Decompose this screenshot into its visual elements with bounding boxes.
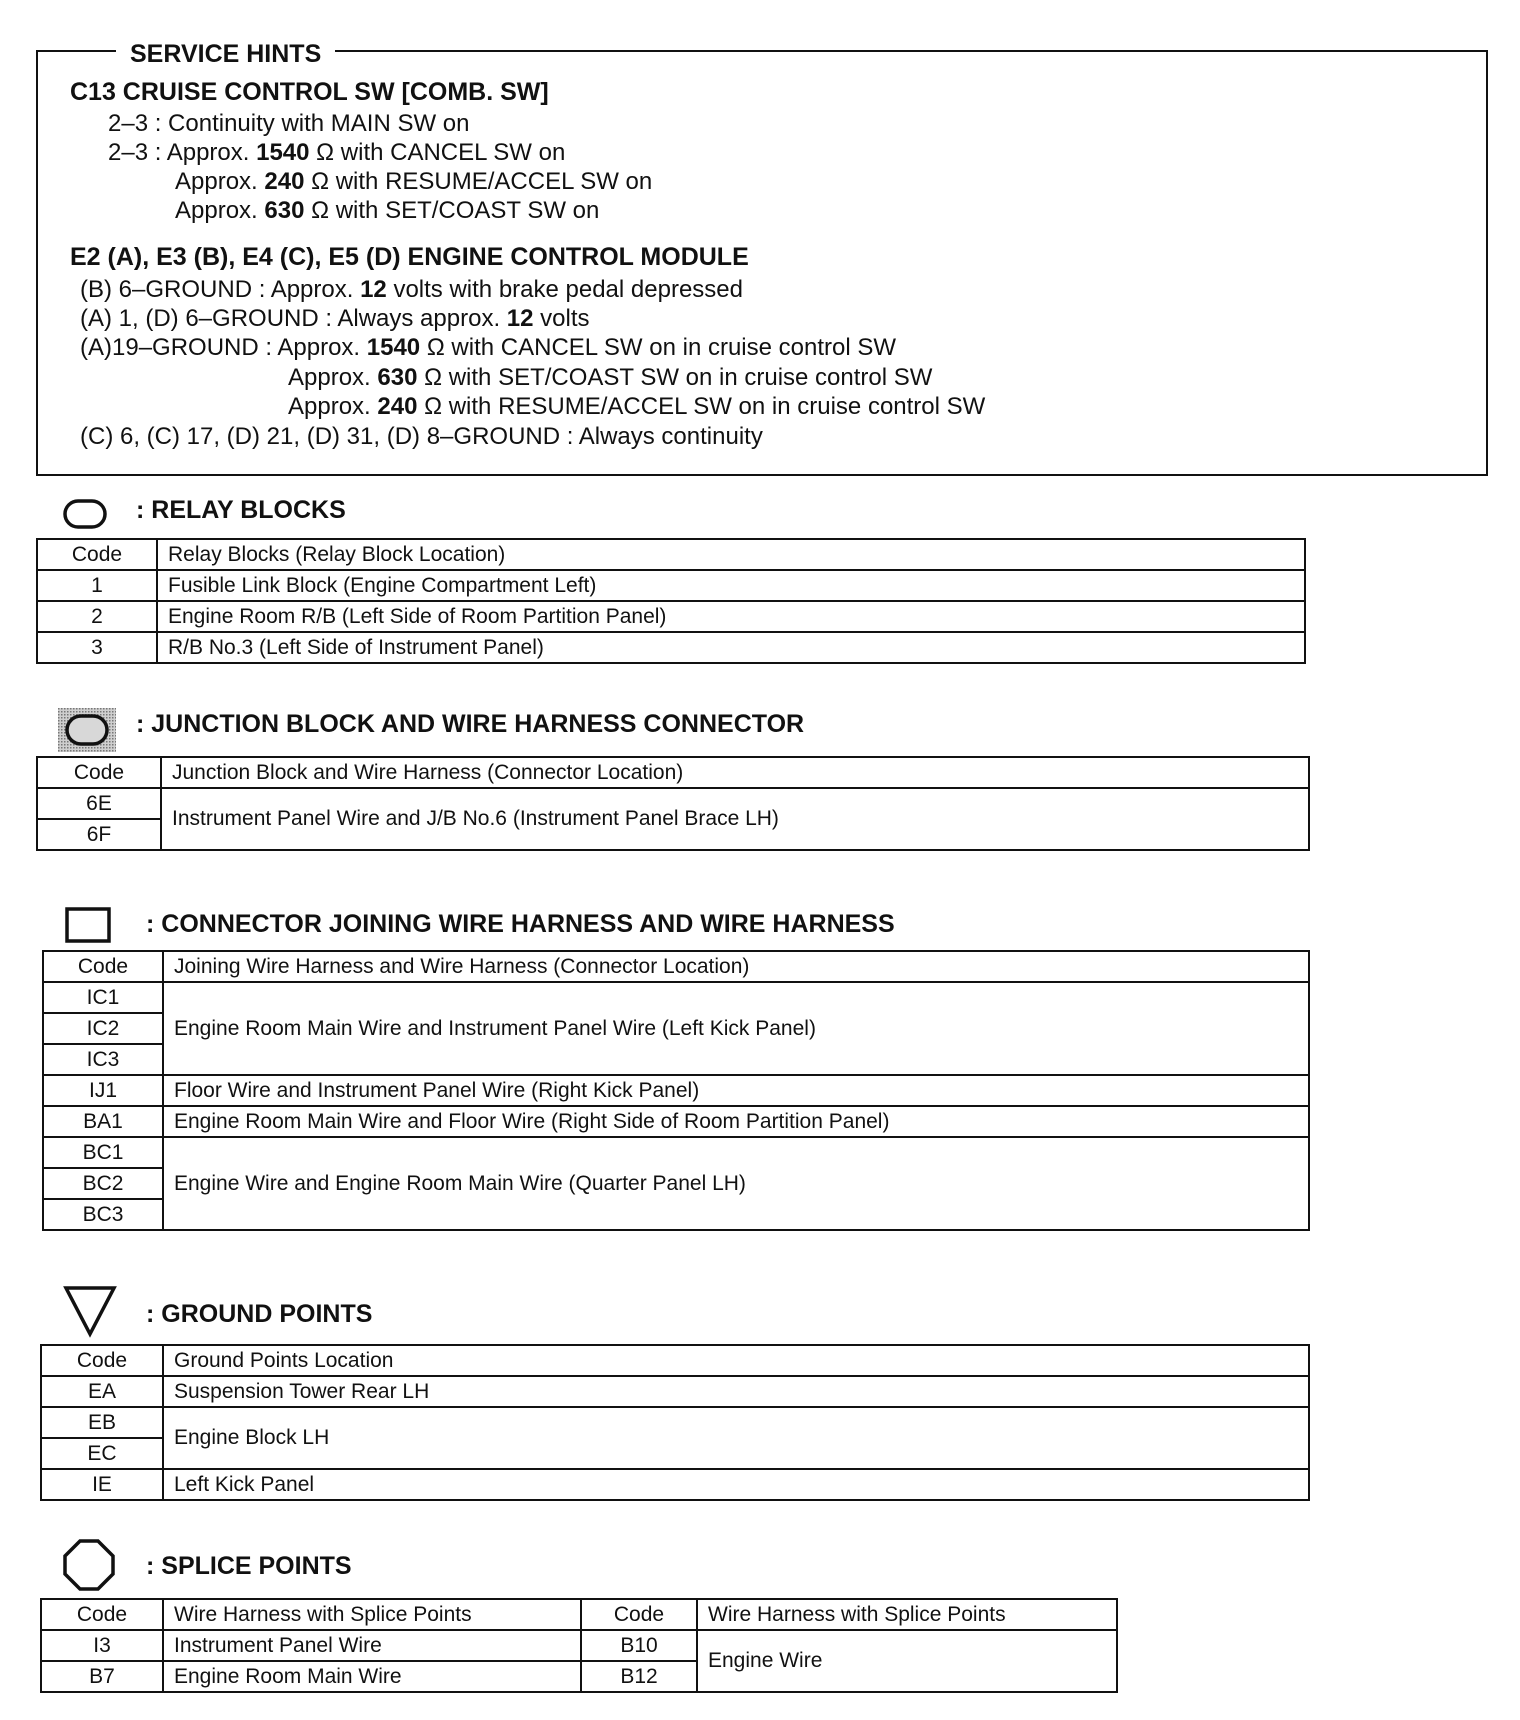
c13-line-2: 2–3 : Approx. 1540 Ω with CANCEL SW on	[108, 139, 566, 166]
splice-point-icon	[62, 1538, 116, 1592]
col-code-header: Code	[43, 951, 163, 982]
desc-cell: Left Kick Panel	[163, 1469, 1309, 1500]
relay-blocks-table	[36, 538, 1306, 664]
code-cell: BC3	[43, 1199, 163, 1230]
col-code-header: Code	[41, 1599, 163, 1630]
col-desc-header: Wire Harness with Splice Points	[163, 1599, 581, 1630]
desc-cell: Engine Wire and Engine Room Main Wire (Quarter Panel LH)	[163, 1137, 1309, 1230]
code-cell: 1	[37, 570, 157, 601]
table-row	[37, 788, 1309, 819]
table-row	[43, 1106, 1309, 1137]
code-cell: 2	[37, 601, 157, 632]
code-cell: IC3	[43, 1044, 163, 1075]
code-cell: EC	[41, 1438, 163, 1469]
table-row	[37, 632, 1305, 663]
code2-cell: B12	[581, 1661, 697, 1692]
table-header-row	[37, 757, 1309, 788]
desc-cell: Engine Room R/B (Left Side of Room Partition Panel)	[157, 601, 1305, 632]
code-cell: I3	[41, 1630, 163, 1661]
col-desc2-header: Wire Harness with Splice Points	[697, 1599, 1117, 1630]
table-row	[41, 1630, 1117, 1661]
col-code-header: Code	[41, 1345, 163, 1376]
c13-line-1: 2–3 : Continuity with MAIN SW on	[108, 110, 470, 137]
code-cell: BC1	[43, 1137, 163, 1168]
desc-cell: Engine Room Main Wire and Floor Wire (Right Side of Room Partition Panel)	[163, 1106, 1309, 1137]
col-desc-header: Joining Wire Harness and Wire Harness (Connector Location)	[163, 951, 1309, 982]
relay-blocks-title: : RELAY BLOCKS	[136, 496, 346, 524]
junction-block-icon	[58, 708, 116, 752]
ecm-line-1: (B) 6–GROUND : Approx. 12 volts with brake pedal depressed	[80, 276, 743, 303]
code-cell: IE	[41, 1469, 163, 1500]
desc-cell: Floor Wire and Instrument Panel Wire (Right Kick Panel)	[163, 1075, 1309, 1106]
table-row	[37, 570, 1305, 601]
ground-points-table	[40, 1344, 1310, 1501]
code-cell: 3	[37, 632, 157, 663]
ground-point-icon	[62, 1284, 118, 1338]
splice-points-title: : SPLICE POINTS	[146, 1552, 352, 1580]
desc-cell: Engine Room Main Wire	[163, 1661, 581, 1692]
code-cell: 6F	[37, 819, 161, 850]
table-header-row	[37, 539, 1305, 570]
ecm-line-3: (A)19–GROUND : Approx. 1540 Ω with CANCEL SW on in cruise control SW	[80, 334, 897, 361]
table-header-row	[41, 1345, 1309, 1376]
relay-block-icon	[62, 498, 110, 532]
table-row	[37, 601, 1305, 632]
ecm-line-2: (A) 1, (D) 6–GROUND : Always approx. 12 volts	[80, 305, 590, 332]
code-cell: IC2	[43, 1013, 163, 1044]
code-cell: BA1	[43, 1106, 163, 1137]
col-desc-header: Ground Points Location	[163, 1345, 1309, 1376]
table-row	[43, 1075, 1309, 1106]
table-row	[41, 1407, 1309, 1438]
code2-cell: B10	[581, 1630, 697, 1661]
c13-header: C13 CRUISE CONTROL SW [COMB. SW]	[70, 78, 549, 106]
code-cell: IC1	[43, 982, 163, 1013]
code-cell: EB	[41, 1407, 163, 1438]
desc-cell: Engine Room Main Wire and Instrument Panel Wire (Left Kick Panel)	[163, 982, 1309, 1075]
desc-cell: Engine Block LH	[163, 1407, 1309, 1469]
col-desc-header: Junction Block and Wire Harness (Connector Location)	[161, 757, 1309, 788]
service-hints-title: SERVICE HINTS	[116, 40, 335, 69]
ecm-line-6: (C) 6, (C) 17, (D) 21, (D) 31, (D) 8–GROUND : Always continuity	[80, 423, 763, 450]
desc-cell: Fusible Link Block (Engine Compartment Left)	[157, 570, 1305, 601]
junction-blocks-title: : JUNCTION BLOCK AND WIRE HARNESS CONNECTOR	[136, 710, 805, 738]
col-code2-header: Code	[581, 1599, 697, 1630]
ecm-header: E2 (A), E3 (B), E4 (C), E5 (D) ENGINE CONTROL MODULE	[70, 243, 749, 271]
col-code-header: Code	[37, 757, 161, 788]
desc-cell: Instrument Panel Wire	[163, 1630, 581, 1661]
connector-icon	[64, 906, 114, 946]
table-row	[41, 1469, 1309, 1500]
code-cell: EA	[41, 1376, 163, 1407]
table-row	[43, 982, 1309, 1013]
code-cell: IJ1	[43, 1075, 163, 1106]
desc-cell: R/B No.3 (Left Side of Instrument Panel)	[157, 632, 1305, 663]
table-header-row	[43, 951, 1309, 982]
ecm-line-4: Approx. 630 Ω with SET/COAST SW on in cruise control SW	[288, 364, 933, 391]
desc2-cell: Engine Wire	[697, 1630, 1117, 1692]
junction-blocks-table	[36, 756, 1310, 851]
c13-line-4: Approx. 630 Ω with SET/COAST SW on	[175, 197, 600, 224]
desc-cell: Suspension Tower Rear LH	[163, 1376, 1309, 1407]
code-cell: BC2	[43, 1168, 163, 1199]
connectors-table	[42, 950, 1310, 1231]
col-desc-header: Relay Blocks (Relay Block Location)	[157, 539, 1305, 570]
table-header-row	[41, 1599, 1117, 1630]
splice-points-table	[40, 1598, 1118, 1693]
table-row	[41, 1376, 1309, 1407]
code-cell: 6E	[37, 788, 161, 819]
desc-cell: Instrument Panel Wire and J/B No.6 (Instrument Panel Brace LH)	[161, 788, 1309, 850]
ground-points-title: : GROUND POINTS	[146, 1300, 373, 1328]
table-row	[43, 1137, 1309, 1168]
col-code-header: Code	[37, 539, 157, 570]
code-cell: B7	[41, 1661, 163, 1692]
connectors-title: : CONNECTOR JOINING WIRE HARNESS AND WIRE HARNESS	[146, 910, 895, 938]
ecm-line-5: Approx. 240 Ω with RESUME/ACCEL SW on in cruise control SW	[288, 393, 986, 420]
c13-line-3: Approx. 240 Ω with RESUME/ACCEL SW on	[175, 168, 653, 195]
